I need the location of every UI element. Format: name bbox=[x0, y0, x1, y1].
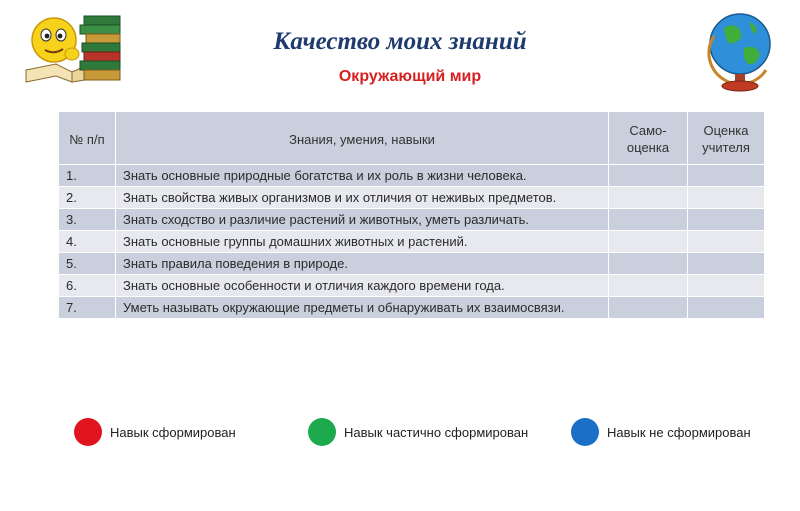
legend-label: Навык сформирован bbox=[110, 424, 236, 440]
table-row bbox=[59, 253, 765, 275]
table-row bbox=[59, 275, 765, 297]
header-skills: Знания, умения, навыки bbox=[116, 112, 609, 165]
green-circle-icon bbox=[308, 418, 336, 446]
row-number: 5. bbox=[59, 253, 116, 275]
table-row bbox=[59, 231, 765, 253]
header-teacher-assessment: Оценка учителя bbox=[688, 112, 765, 165]
teacher-assessment-cell[interactable] bbox=[688, 209, 765, 231]
teacher-assessment-cell[interactable] bbox=[688, 275, 765, 297]
legend-label: Навык частично сформирован bbox=[344, 424, 529, 440]
legend-item-partially-formed bbox=[308, 420, 528, 444]
row-number: 6. bbox=[59, 275, 116, 297]
row-skill-text: Знать основные группы домашних животных и растений. bbox=[116, 231, 609, 253]
blue-circle-icon bbox=[571, 418, 599, 446]
teacher-assessment-cell[interactable] bbox=[688, 297, 765, 319]
table-row bbox=[59, 297, 765, 319]
row-number: 1. bbox=[59, 165, 116, 187]
header-number: № п/п bbox=[59, 112, 116, 165]
row-number: 3. bbox=[59, 209, 116, 231]
row-skill-text: Знать свойства живых организмов и их отличия от неживых предметов. bbox=[116, 187, 609, 209]
row-skill-text: Знать правила поведения в природе. bbox=[116, 253, 609, 275]
self-assessment-cell[interactable] bbox=[609, 253, 688, 275]
skills-table bbox=[58, 111, 765, 319]
legend-label: Навык не сформирован bbox=[607, 424, 751, 440]
table-row bbox=[59, 187, 765, 209]
row-skill-text: Знать основные природные богатства и их роль в жизни человека. bbox=[116, 165, 609, 187]
teacher-assessment-cell[interactable] bbox=[688, 231, 765, 253]
self-assessment-cell[interactable] bbox=[609, 297, 688, 319]
teacher-assessment-cell[interactable] bbox=[688, 253, 765, 275]
row-skill-text: Уметь называть окружающие предметы и обнаруживать их взаимосвязи. bbox=[116, 297, 609, 319]
table-row bbox=[59, 209, 765, 231]
self-assessment-cell[interactable] bbox=[609, 231, 688, 253]
row-number: 4. bbox=[59, 231, 116, 253]
legend-item-not-formed bbox=[571, 420, 751, 444]
teacher-assessment-cell[interactable] bbox=[688, 187, 765, 209]
table-row bbox=[59, 165, 765, 187]
header-self-assessment: Само-оценка bbox=[609, 112, 688, 165]
row-skill-text: Знать сходство и различие растений и животных, уметь различать. bbox=[116, 209, 609, 231]
row-skill-text: Знать основные особенности и отличия каждого времени года. bbox=[116, 275, 609, 297]
red-circle-icon bbox=[74, 418, 102, 446]
legend-item-formed bbox=[74, 420, 236, 444]
self-assessment-cell[interactable] bbox=[609, 165, 688, 187]
row-number: 7. bbox=[59, 297, 116, 319]
self-assessment-cell[interactable] bbox=[609, 187, 688, 209]
row-number: 2. bbox=[59, 187, 116, 209]
self-assessment-cell[interactable] bbox=[609, 209, 688, 231]
teacher-assessment-cell[interactable] bbox=[688, 165, 765, 187]
page-title: Качество моих знаний bbox=[273, 28, 527, 55]
table-header-row bbox=[59, 112, 765, 165]
page-subtitle: Окружающий мир bbox=[338, 68, 482, 85]
self-assessment-cell[interactable] bbox=[609, 275, 688, 297]
